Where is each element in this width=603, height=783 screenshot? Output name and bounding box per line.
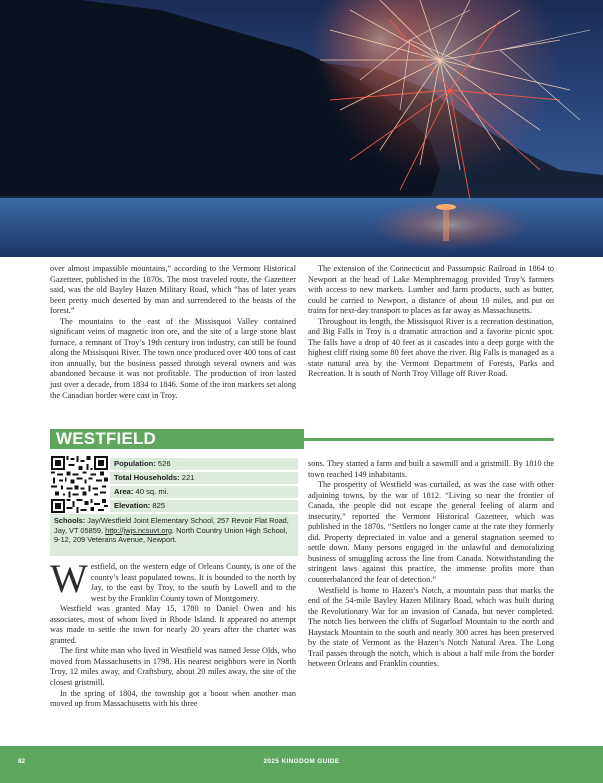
schools-info <box>50 514 298 556</box>
paragraph: over almost impassible mountains,” according to the Vermont Historical Gazetteer, published in the 1870s. The most traveled route, the Gazetteer said, was the old Bayley Hazen Military Road, which “has of later years been pretty much deserted by man and surrendered to the beasts of the forest.” <box>50 264 296 316</box>
stat-value: 825 <box>152 501 166 510</box>
hero-photo-fireworks <box>0 0 603 257</box>
qr-code-icon[interactable] <box>51 456 108 513</box>
paragraph-text: estfield, on the western edge of Orleans County, is one of the county’s least populated towns. It is bounded to the north by Jay, to the east by Troy, to the south by Lowell and to the west by the Franklin County town of Montgomery. <box>90 562 296 603</box>
stat-value: 526 <box>157 459 171 468</box>
schools-text: . North Country Union High School, 9-12, 209 Veterans Avenue, Newport. <box>54 525 288 545</box>
area-stat <box>110 486 298 498</box>
section-title: WESTFIELD <box>50 429 304 449</box>
page-footer <box>0 746 603 783</box>
elevation-stat <box>110 500 298 512</box>
households-stat <box>110 472 298 484</box>
paragraph: Westfield is home to Hazen’s Notch, a mountain pass that marks the end of the 54-mile Bayley Hazen Military Road, which was built during the Revolutionary War for an invasion of Canada, but never completed. The notch lies between the cliffs of Sugarloaf Mountain to the north and Haystack Mountain to the south and nearly 300 acres has been preserved by the state of Vermont as the Hazen’s Notch Natural Area. The Long Trail passes through the notch, which is about a half mile from the border between Orleans and Franklin counties. <box>308 585 554 669</box>
article-column-top-left <box>50 264 296 401</box>
stat-value: 40 sq. mi. <box>135 487 169 496</box>
paragraph: Throughout its length, the Missisquoi River is a recreation destination, and Big Falls in Troy is a dramatic attraction and a favorite picnic spot. The falls have a drop of 40 feet as it cascades into a deep gorge with the highest cliff rising some 80 feet above the river. Big Falls is managed as a state natural area by the Vermont Department of Forests, Parks and Recreation. It is south of North Troy Village off River Road. <box>308 316 554 379</box>
article-column-top-right <box>308 264 554 380</box>
paragraph: sons. They started a farm and built a sawmill and a gristmill. By 1810 the town reached 149 inhabitants. <box>308 459 554 479</box>
paragraph: The prosperity of Westfield was curtailed, as was the case with other adjoining towns, by the war of 1812. “Living so near the frontier of Canada, the people did not escape the general feeling of alarm and insecurity,” reported the Vermont Historical Gazetteer, which was published in the 1870s. “Settlers no longer came at the rate they formerly did. Property depreciated in value and a general stagnation seemed to settle down. Many persons engaged in the unlawful and demoralizing business of smuggling across the line from Canada. Notwithstanding the stringent laws against this practice, the immense profits more than counterbalanced the fear of detection.” <box>308 480 554 585</box>
article-column-westfield-left <box>50 556 296 710</box>
population-stat <box>110 458 298 470</box>
stat-label: Population: <box>114 459 156 468</box>
schools-label: Schools: <box>54 516 86 525</box>
paragraph: In the spring of 1804, the township got a boost when another man moved up from Massachusetts with his three <box>50 688 296 709</box>
page-number: 82 <box>18 758 26 765</box>
qr-code-graphic <box>51 456 108 513</box>
publication-title: 2025 KINGDOM GUIDE <box>263 758 340 765</box>
paragraph: The mountains to the east of the Missisquoi Valley contained significant veins of magnetic iron ore, and the site of a large stone blast furnace, a remnant of Troy’s 19th century iron industry, can still be found along the Missisquoi River. The town once produced over 400 tons of cast iron annually, but the business passed through several owners and was abandoned because it was not profitable. The production of iron lasted just over a decade, from 1834 to 1846. Some of the iron markers set along the Canadian border were cast in Troy. <box>50 316 296 400</box>
stat-label: Total Households: <box>114 473 180 482</box>
paragraph-lead <box>50 556 296 604</box>
paragraph: The extension of the Connecticut and Passumpsic Railroad in 1864 to Newport at the head of Lake Memphremagog provided Troy’s farmers with access to new markets. Lumber and farm products, such as butter, could be carried to Newport, a distance of about 10 miles, and put on trains for next-day transport to places as far away as Massachusetts. <box>308 264 554 316</box>
section-divider <box>304 438 554 441</box>
schools-text: Jay/Westfield Joint Elementary School, 257 Revoir Flat Road, Jay, VT 05859, <box>54 516 289 535</box>
stat-value: 221 <box>181 473 195 482</box>
schools-website-link[interactable]: http://jwjs.ncsuvt.org <box>105 525 173 535</box>
paragraph: The first white man who lived in Westfield was named Jesse Olds, who moved from Massachusetts in 1798. His nearest neighbors were in North Troy, 12 miles away, and Craftsbury, about 20 miles away, the site of the closest gristmill. <box>50 646 296 688</box>
stat-label: Area: <box>114 487 134 496</box>
fireworks-illustration <box>0 0 603 257</box>
article-column-westfield-right <box>308 459 554 670</box>
paragraph: Westfield was granted May 15, 1780 to Daniel Owen and his associates, most of whom lived in Rhode Island. It appeared no attempt was made to settle the town for nearly 20 years after the charter was granted. <box>50 604 296 645</box>
stat-label: Elevation: <box>114 501 151 510</box>
drop-cap: W <box>50 556 88 601</box>
